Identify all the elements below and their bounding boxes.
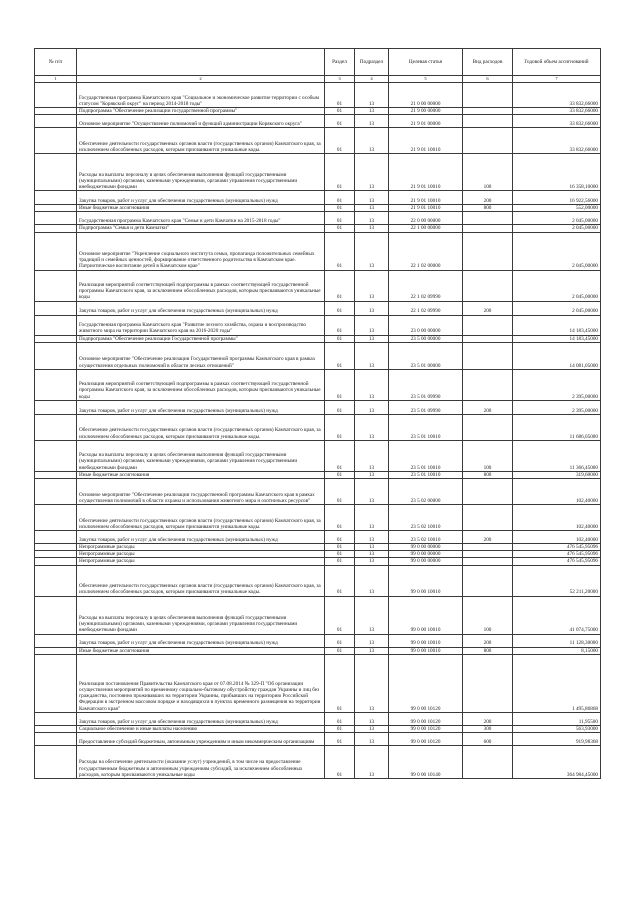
cell-volume: 16 358,10000 xyxy=(513,154,601,191)
cell-expense xyxy=(463,342,513,369)
cell-subsection: 13 xyxy=(355,191,389,205)
cell-section: 01 xyxy=(325,315,355,335)
cell-volume: 476 545,95096 xyxy=(513,551,601,558)
cell-target: 23 0 00 00000 xyxy=(389,315,463,335)
table-row xyxy=(35,301,601,315)
cell-expense: 200 xyxy=(463,634,513,647)
table-row xyxy=(35,232,601,270)
cell-expense: 100 xyxy=(463,440,513,471)
cell-num xyxy=(35,725,77,732)
cell-target: 99 0 00 10120 xyxy=(389,712,463,725)
cell-num xyxy=(35,505,77,531)
cell-target: 99 0 00 10010 xyxy=(389,596,463,634)
header-target: Целевая статья xyxy=(389,49,463,76)
cell-expense: 100 xyxy=(463,596,513,634)
cell-num xyxy=(35,647,77,654)
cell-subsection: 13 xyxy=(355,634,389,647)
table-row xyxy=(35,83,601,108)
cell-section: 01 xyxy=(325,531,355,544)
cell-target: 23 5 02 00000 xyxy=(389,479,463,505)
cell-volume: 364 984,45000 xyxy=(513,746,601,779)
cell-volume: 8,15000 xyxy=(513,647,601,654)
cell-name: Расходы на выплаты персоналу в целях обеспечения выполнения функций государственными (муниципальными) органами, казенными учреждениями, органами управления государственными внебюджетными фондами xyxy=(77,440,325,471)
table-row xyxy=(35,558,601,565)
column-number: 1 xyxy=(35,76,77,83)
cell-target: 99 0 00 10120 xyxy=(389,725,463,732)
cell-section: 01 xyxy=(325,108,355,115)
table-row xyxy=(35,342,601,369)
cell-volume: 2 395,00000 xyxy=(513,369,601,400)
cell-volume: 2 045,00000 xyxy=(513,225,601,232)
cell-section: 01 xyxy=(325,232,355,270)
cell-name: Закупка товаров, работ и услуг для обеспечения государственных (муниципальных) нужд xyxy=(77,301,325,315)
cell-target: 99 0 00 00000 xyxy=(389,544,463,551)
cell-target: 23 5 02 10010 xyxy=(389,531,463,544)
cell-name: Основное мероприятие "Обеспечение реализации государственной программы Камчатского края в рамках осуществления полномочий в области охраны и использования животного мира и охотничьих ресурсов" xyxy=(77,479,325,505)
cell-num xyxy=(35,634,77,647)
cell-name: Государственная программа Камчатского края "Семья и дети Камчатки на 2015-2018 годы" xyxy=(77,212,325,225)
cell-subsection: 13 xyxy=(355,725,389,732)
cell-volume: 102,40000 xyxy=(513,505,601,531)
cell-target: 99 0 00 10120 xyxy=(389,733,463,746)
cell-target: 99 0 00 10010 xyxy=(389,647,463,654)
cell-num xyxy=(35,596,77,634)
cell-volume: 2 395,00000 xyxy=(513,400,601,414)
table-row xyxy=(35,531,601,544)
cell-volume: 41 074,75000 xyxy=(513,596,601,634)
table-row xyxy=(35,400,601,414)
column-number: 2 xyxy=(77,76,325,83)
cell-subsection: 13 xyxy=(355,531,389,544)
cell-name: Социальное обеспечение и иные выплаты населению xyxy=(77,725,325,732)
cell-num xyxy=(35,440,77,471)
cell-num xyxy=(35,551,77,558)
header-volume: Годовой объем ассигнований xyxy=(513,49,601,76)
cell-expense: 800 xyxy=(463,471,513,478)
cell-section: 01 xyxy=(325,440,355,471)
cell-expense xyxy=(463,108,513,115)
cell-section: 01 xyxy=(325,505,355,531)
cell-expense: 800 xyxy=(463,647,513,654)
cell-target: 21 9 01 10010 xyxy=(389,154,463,191)
cell-volume: 919,98368 xyxy=(513,733,601,746)
cell-expense xyxy=(463,212,513,225)
cell-num xyxy=(35,733,77,746)
cell-volume: 33 832,66000 xyxy=(513,128,601,154)
cell-section: 01 xyxy=(325,83,355,108)
cell-num xyxy=(35,558,77,565)
cell-num xyxy=(35,225,77,232)
cell-target: 22 1 02 09990 xyxy=(389,270,463,301)
cell-num xyxy=(35,83,77,108)
cell-target: 21 9 01 00000 xyxy=(389,115,463,128)
cell-name: Иные бюджетные ассигнования xyxy=(77,647,325,654)
cell-name: Реализация постановления Правительства Камчатского края от 07.08.2014 № 329-П "Об организации осуществления мероприятий по временному социально-бытовому обустройству граждан Украины и лиц без гражданства, постоянно проживавших на территории Украины, прибывших на территорию Российской Федерации в экстренном массовом порядке и находящихся в пунктах временного размещения на территории Камчатского края" xyxy=(77,654,325,712)
cell-name: Обеспечение деятельности государственных органов власти (государственных органов) Камчатского края, за исключением обособленных расходов, которым присваиваются уникальные коды. xyxy=(77,505,325,531)
header-section: Раздел xyxy=(325,49,355,76)
cell-name: Закупка товаров, работ и услуг для обеспечения государственных (муниципальных) нужд xyxy=(77,531,325,544)
cell-target: 99 0 00 10140 xyxy=(389,746,463,779)
cell-num xyxy=(35,369,77,400)
cell-target: 22 1 02 00000 xyxy=(389,232,463,270)
table-row xyxy=(35,212,601,225)
cell-num xyxy=(35,565,77,596)
cell-subsection: 13 xyxy=(355,414,389,440)
cell-expense xyxy=(463,505,513,531)
table-row xyxy=(35,191,601,205)
cell-expense: 200 xyxy=(463,531,513,544)
column-number: 6 xyxy=(463,76,513,83)
cell-expense xyxy=(463,335,513,342)
cell-volume: 552,00000 xyxy=(513,205,601,212)
cell-section: 01 xyxy=(325,301,355,315)
cell-num xyxy=(35,108,77,115)
cell-section: 01 xyxy=(325,596,355,634)
cell-num xyxy=(35,115,77,128)
cell-volume: 476 545,95096 xyxy=(513,558,601,565)
budget-sheet xyxy=(34,48,600,779)
cell-name: Подпрограмма "Семья и дети Камчатки" xyxy=(77,225,325,232)
cell-section: 01 xyxy=(325,746,355,779)
table-row xyxy=(35,654,601,712)
column-number: 7 xyxy=(513,76,601,83)
cell-subsection: 13 xyxy=(355,471,389,478)
cell-name: Непрограммные расходы xyxy=(77,544,325,551)
table-row xyxy=(35,733,601,746)
cell-expense xyxy=(463,746,513,779)
cell-name: Государственная программа Камчатского края "Социальное и экономическое развитие территории с особым статусом "Корякский округ" на период 2014-2018 годы" xyxy=(77,83,325,108)
cell-num xyxy=(35,301,77,315)
cell-volume: 2 045,00000 xyxy=(513,301,601,315)
cell-expense xyxy=(463,558,513,565)
cell-subsection: 13 xyxy=(355,596,389,634)
cell-expense xyxy=(463,225,513,232)
table-row xyxy=(35,634,601,647)
cell-section: 01 xyxy=(325,342,355,369)
cell-volume: 102,40000 xyxy=(513,531,601,544)
cell-target: 99 0 00 00000 xyxy=(389,551,463,558)
cell-section: 01 xyxy=(325,212,355,225)
cell-subsection: 13 xyxy=(355,108,389,115)
cell-target: 23 5 01 10010 xyxy=(389,440,463,471)
cell-name: Закупка товаров, работ и услуг для обеспечения государственных (муниципальных) нужд xyxy=(77,191,325,205)
cell-expense xyxy=(463,83,513,108)
cell-name: Обеспечение деятельности государственных органов власти (государственных органов) Камчатского края, за исключением обособленных расходов, которым присваиваются уникальные коды. xyxy=(77,565,325,596)
cell-volume: 2 045,00000 xyxy=(513,212,601,225)
cell-expense xyxy=(463,654,513,712)
cell-expense xyxy=(463,270,513,301)
cell-volume: 563,93000 xyxy=(513,725,601,732)
cell-subsection: 13 xyxy=(355,83,389,108)
cell-target: 22 1 00 00000 xyxy=(389,225,463,232)
cell-volume: 52 211,20000 xyxy=(513,565,601,596)
cell-num xyxy=(35,154,77,191)
cell-name: Непрограммные расходы xyxy=(77,551,325,558)
header-expense: Вид расходов xyxy=(463,49,513,76)
header-subsection: Подраздел xyxy=(355,49,389,76)
cell-volume: 11,95500 xyxy=(513,712,601,725)
table-row xyxy=(35,647,601,654)
cell-expense: 200 xyxy=(463,191,513,205)
table-row xyxy=(35,315,601,335)
cell-name: Обеспечение деятельности государственных органов власти (государственных органов) Камчатского края, за исключением обособленных расходов, которым присваиваются уникальные коды. xyxy=(77,414,325,440)
cell-target: 21 9 01 10010 xyxy=(389,128,463,154)
cell-expense: 600 xyxy=(463,733,513,746)
cell-volume: 14 183,45000 xyxy=(513,315,601,335)
cell-subsection: 13 xyxy=(355,128,389,154)
table-row xyxy=(35,128,601,154)
cell-num xyxy=(35,400,77,414)
cell-subsection: 13 xyxy=(355,712,389,725)
cell-section: 01 xyxy=(325,551,355,558)
cell-name: Расходы на обеспечение деятельности (оказание услуг) учреждений, в том числе на предоставление государственным бюджетным и автономным учреждениям субсидий, за исключением обособленных расходов, которым присваиваются уникальные коды xyxy=(77,746,325,779)
cell-num xyxy=(35,212,77,225)
cell-expense: 200 xyxy=(463,712,513,725)
cell-num xyxy=(35,342,77,369)
cell-volume: 14 081,05000 xyxy=(513,342,601,369)
cell-volume: 319,60000 xyxy=(513,471,601,478)
table-row xyxy=(35,544,601,551)
cell-num xyxy=(35,191,77,205)
table-row xyxy=(35,596,601,634)
cell-section: 01 xyxy=(325,414,355,440)
cell-subsection: 13 xyxy=(355,270,389,301)
cell-target: 21 0 00 00000 xyxy=(389,83,463,108)
table-row xyxy=(35,440,601,471)
cell-volume: 11 128,30000 xyxy=(513,634,601,647)
cell-num xyxy=(35,654,77,712)
table-row xyxy=(35,505,601,531)
table-row xyxy=(35,471,601,478)
cell-subsection: 13 xyxy=(355,232,389,270)
cell-volume: 14 183,45000 xyxy=(513,335,601,342)
cell-section: 01 xyxy=(325,647,355,654)
cell-num xyxy=(35,128,77,154)
cell-section: 01 xyxy=(325,733,355,746)
cell-name: Реализация мероприятий соответствующей подпрограммы в рамках соответствующей государственной программы Камчатского края, за исключением обособленных расходов, которым присваиваются уникальные коды xyxy=(77,270,325,301)
cell-num xyxy=(35,712,77,725)
cell-target: 99 0 00 10120 xyxy=(389,654,463,712)
cell-name: Закупка товаров, работ и услуг для обеспечения государственных (муниципальных) нужд xyxy=(77,712,325,725)
cell-volume: 33 832,66000 xyxy=(513,83,601,108)
cell-subsection: 13 xyxy=(355,342,389,369)
table-row xyxy=(35,369,601,400)
cell-num xyxy=(35,414,77,440)
cell-subsection: 13 xyxy=(355,551,389,558)
cell-target: 21 9 01 10010 xyxy=(389,205,463,212)
cell-expense xyxy=(463,369,513,400)
cell-section: 01 xyxy=(325,205,355,212)
cell-section: 01 xyxy=(325,154,355,191)
cell-subsection: 13 xyxy=(355,654,389,712)
cell-expense xyxy=(463,232,513,270)
cell-num xyxy=(35,232,77,270)
cell-target: 23 5 01 10010 xyxy=(389,414,463,440)
cell-subsection: 13 xyxy=(355,565,389,596)
cell-subsection: 13 xyxy=(355,505,389,531)
cell-subsection: 13 xyxy=(355,440,389,471)
cell-subsection: 13 xyxy=(355,400,389,414)
cell-volume: 11 686,05000 xyxy=(513,414,601,440)
cell-target: 23 5 01 10010 xyxy=(389,471,463,478)
table-row xyxy=(35,225,601,232)
table-row xyxy=(35,335,601,342)
cell-section: 01 xyxy=(325,479,355,505)
cell-subsection: 13 xyxy=(355,212,389,225)
cell-volume: 33 832,66000 xyxy=(513,115,601,128)
cell-subsection: 13 xyxy=(355,647,389,654)
cell-expense xyxy=(463,479,513,505)
cell-name: Закупка товаров, работ и услуг для обеспечения государственных (муниципальных) нужд xyxy=(77,634,325,647)
cell-name: Основное мероприятие "Укрепление социального института семьи, пропаганда положительных семейных традиций и семейных ценностей, формирование ответственного родительства в Камчатском крае. Патриотическое воспитание детей в Камчатском крае" xyxy=(77,232,325,270)
column-number-row xyxy=(35,76,601,83)
cell-subsection: 13 xyxy=(355,369,389,400)
cell-name: Предоставление субсидий бюджетным, автономным учреждениям и иным некоммерческим организациям xyxy=(77,733,325,746)
cell-section: 01 xyxy=(325,369,355,400)
cell-num xyxy=(35,471,77,478)
column-number: 5 xyxy=(389,76,463,83)
cell-subsection: 13 xyxy=(355,558,389,565)
cell-expense: 800 xyxy=(463,205,513,212)
table-row xyxy=(35,479,601,505)
cell-section: 01 xyxy=(325,558,355,565)
cell-num xyxy=(35,531,77,544)
cell-num xyxy=(35,205,77,212)
cell-subsection: 13 xyxy=(355,733,389,746)
cell-section: 01 xyxy=(325,565,355,596)
cell-expense: 300 xyxy=(463,725,513,732)
cell-subsection: 13 xyxy=(355,205,389,212)
header-num: № п/п xyxy=(35,49,77,76)
cell-section: 01 xyxy=(325,191,355,205)
cell-target: 99 0 00 10010 xyxy=(389,565,463,596)
cell-expense xyxy=(463,544,513,551)
table-row xyxy=(35,746,601,779)
cell-section: 01 xyxy=(325,128,355,154)
cell-section: 01 xyxy=(325,634,355,647)
cell-expense xyxy=(463,551,513,558)
cell-volume: 102,40000 xyxy=(513,479,601,505)
table-row xyxy=(35,115,601,128)
cell-num xyxy=(35,479,77,505)
cell-section: 01 xyxy=(325,115,355,128)
cell-section: 01 xyxy=(325,471,355,478)
cell-num xyxy=(35,746,77,779)
cell-num xyxy=(35,335,77,342)
budget-table xyxy=(34,48,601,779)
cell-name: Реализация мероприятий соответствующей подпрограммы в рамках соответствующей государственной программы Камчатского края, за исключением обособленных расходов, которым присваиваются уникальные коды xyxy=(77,369,325,400)
cell-target: 22 0 00 00000 xyxy=(389,212,463,225)
cell-target: 99 0 00 00000 xyxy=(389,558,463,565)
header-row xyxy=(35,49,601,76)
header-name xyxy=(77,49,325,76)
cell-target: 23 5 01 09990 xyxy=(389,369,463,400)
cell-section: 01 xyxy=(325,725,355,732)
cell-name: Подпрограмма "Обеспечение реализации государственной программы" xyxy=(77,108,325,115)
cell-subsection: 13 xyxy=(355,301,389,315)
table-row xyxy=(35,270,601,301)
cell-volume: 1 495,86868 xyxy=(513,654,601,712)
cell-volume: 16 922,56000 xyxy=(513,191,601,205)
cell-target: 21 9 01 10010 xyxy=(389,191,463,205)
cell-subsection: 13 xyxy=(355,225,389,232)
cell-name: Иные бюджетные ассигнования xyxy=(77,471,325,478)
cell-section: 01 xyxy=(325,544,355,551)
table-row xyxy=(35,565,601,596)
cell-section: 01 xyxy=(325,335,355,342)
cell-expense xyxy=(463,315,513,335)
cell-target: 23 5 00 00000 xyxy=(389,335,463,342)
table-row xyxy=(35,551,601,558)
cell-section: 01 xyxy=(325,225,355,232)
cell-num xyxy=(35,544,77,551)
table-row xyxy=(35,108,601,115)
cell-subsection: 13 xyxy=(355,544,389,551)
cell-section: 01 xyxy=(325,270,355,301)
cell-target: 22 1 02 09990 xyxy=(389,301,463,315)
cell-volume: 476 545,95096 xyxy=(513,544,601,551)
cell-name: Подпрограмма "Обеспечение реализации Государственной программы" xyxy=(77,335,325,342)
cell-volume: 33 832,66000 xyxy=(513,108,601,115)
cell-expense: 100 xyxy=(463,154,513,191)
cell-subsection: 13 xyxy=(355,315,389,335)
cell-volume: 2 045,00000 xyxy=(513,232,601,270)
table-row xyxy=(35,725,601,732)
cell-target: 23 5 01 09990 xyxy=(389,400,463,414)
cell-num xyxy=(35,270,77,301)
cell-target: 23 5 02 10010 xyxy=(389,505,463,531)
cell-expense xyxy=(463,128,513,154)
cell-expense: 200 xyxy=(463,301,513,315)
cell-num xyxy=(35,315,77,335)
cell-target: 21 9 00 00000 xyxy=(389,108,463,115)
cell-expense xyxy=(463,115,513,128)
cell-expense: 200 xyxy=(463,400,513,414)
cell-subsection: 13 xyxy=(355,479,389,505)
cell-subsection: 13 xyxy=(355,746,389,779)
cell-name: Закупка товаров, работ и услуг для обеспечения государственных (муниципальных) нужд xyxy=(77,400,325,414)
cell-name: Основное мероприятие "Обеспечение реализации Государственной программы Камчатского края в рамках осуществления отдельных полномочий в области лесных отношений" xyxy=(77,342,325,369)
cell-expense xyxy=(463,565,513,596)
table-row xyxy=(35,414,601,440)
cell-name: Основное мероприятие "Осуществление полномочий и функций администрации Корякского округа" xyxy=(77,115,325,128)
cell-name: Государственная программа Камчатского края "Развитие лесного хозяйства, охрана и воспроизводство животного мира на территории Камчатского края на 2016-2020 годы" xyxy=(77,315,325,335)
cell-name: Расходы на выплаты персоналу в целях обеспечения выполнения функций государственными (муниципальными) органами, казенными учреждениями, органами управления государственными внебюджетными фондами xyxy=(77,154,325,191)
table-row xyxy=(35,154,601,191)
cell-volume: 11 366,45000 xyxy=(513,440,601,471)
cell-name: Иные бюджетные ассигнования xyxy=(77,205,325,212)
table-row xyxy=(35,712,601,725)
cell-volume: 2 045,00000 xyxy=(513,270,601,301)
cell-name: Расходы на выплаты персоналу в целях обеспечения выполнения функций государственными (муниципальными) органами, казенными учреждениями, органами управления государственными внебюджетными фондами xyxy=(77,596,325,634)
column-number: 4 xyxy=(355,76,389,83)
cell-section: 01 xyxy=(325,400,355,414)
cell-section: 01 xyxy=(325,712,355,725)
cell-target: 23 5 01 00000 xyxy=(389,342,463,369)
column-number: 3 xyxy=(325,76,355,83)
cell-subsection: 13 xyxy=(355,335,389,342)
cell-expense xyxy=(463,414,513,440)
cell-subsection: 13 xyxy=(355,154,389,191)
cell-name: Непрограммные расходы xyxy=(77,558,325,565)
cell-section: 01 xyxy=(325,654,355,712)
table-row xyxy=(35,205,601,212)
cell-name: Обеспечение деятельности государственных органов власти (государственных органов) Камчатского края, за исключением обособленных расходов, которым присваиваются уникальные коды. xyxy=(77,128,325,154)
cell-subsection: 13 xyxy=(355,115,389,128)
cell-target: 99 0 00 10010 xyxy=(389,634,463,647)
